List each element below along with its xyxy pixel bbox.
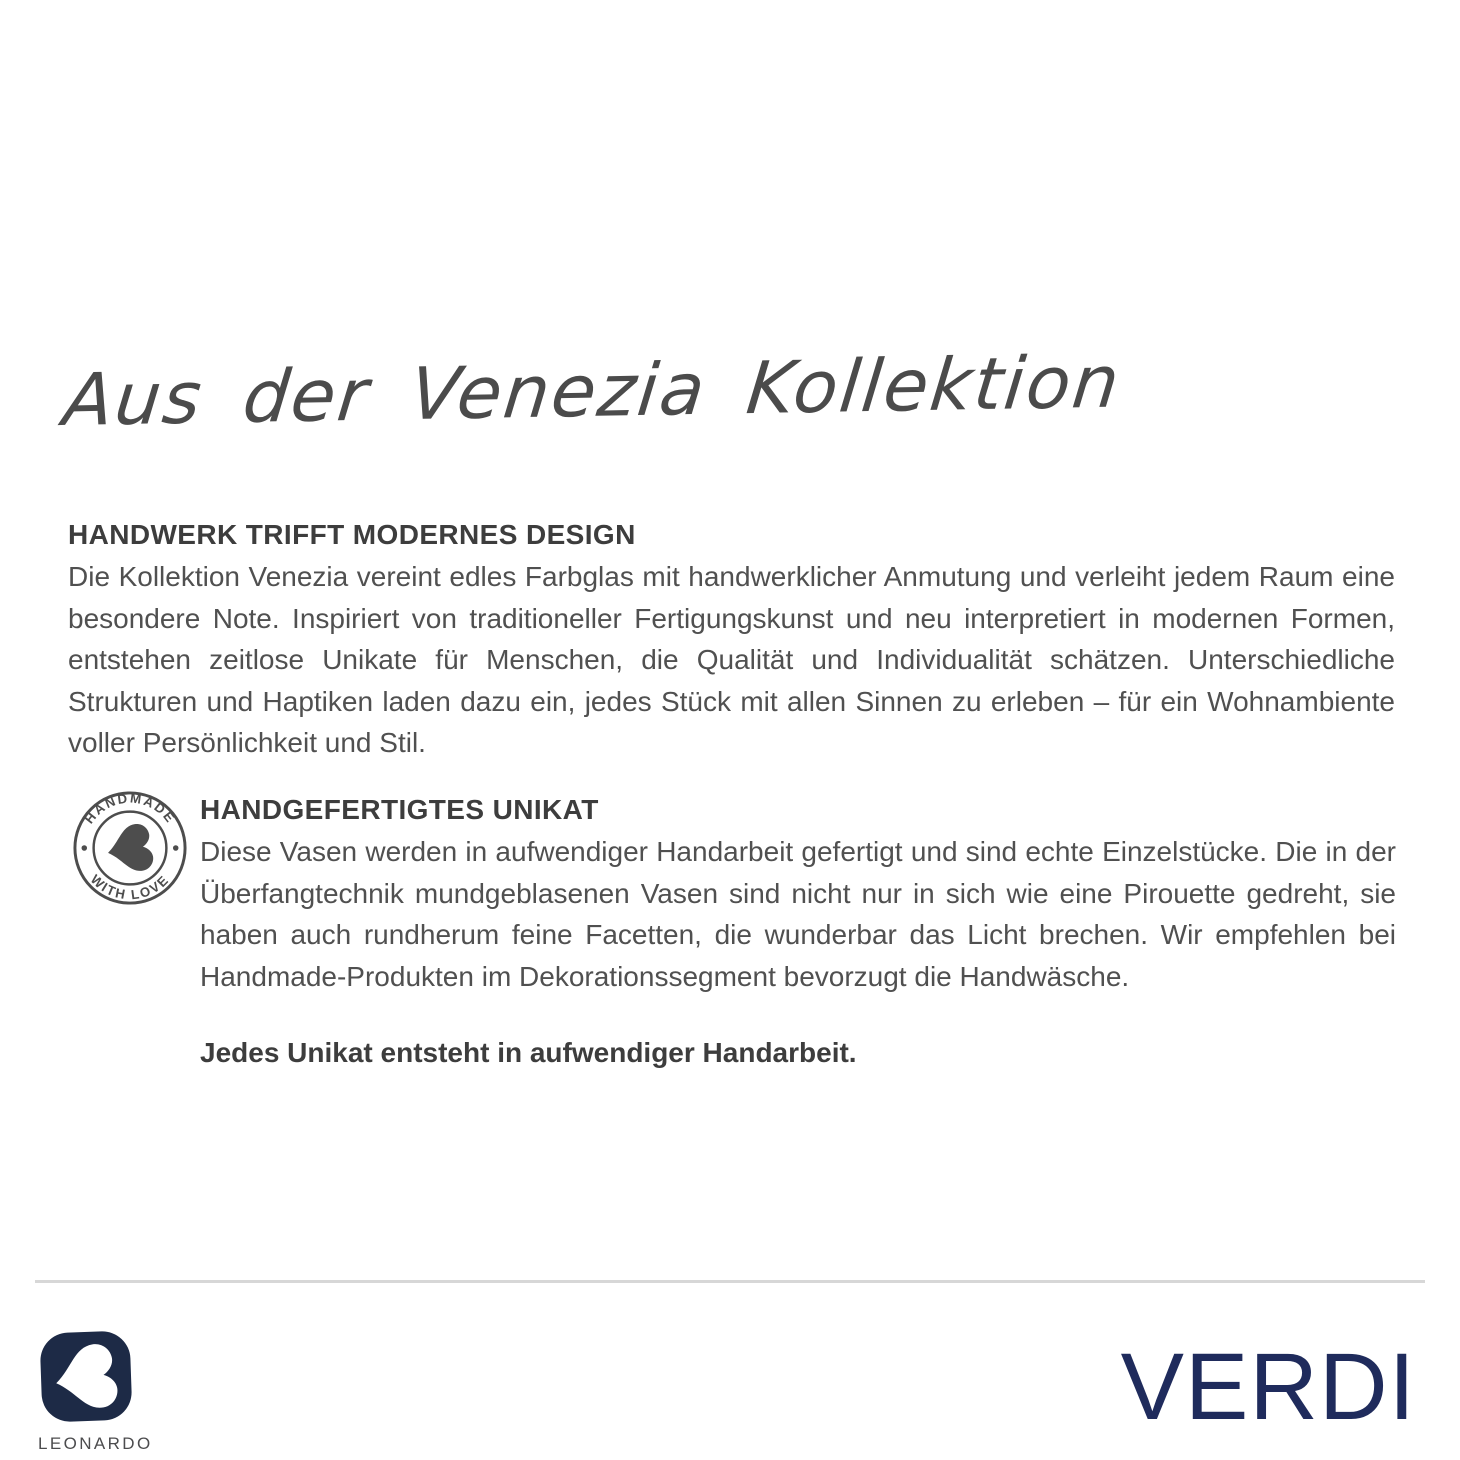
svg-text:HANDMADE <box>81 790 178 826</box>
collection-script-title: Aus der Venezia Kollektion <box>59 339 1125 442</box>
section1-heading: HANDWERK TRIFFT MODERNES DESIGN <box>68 519 636 550</box>
leonardo-logo <box>38 1327 134 1426</box>
product-name-wordmark: VERDI <box>1120 1334 1416 1440</box>
section1-body-text: Die Kollektion Venezia vereint edles Farbglas mit handwerklicher Anmutung und verleiht jedem Raum eine besondere Note. Inspiriert von traditioneller Fertigungskunst und neu interpretiert in modernen Formen, entstehen zeitlose Unikate für Menschen, die Qualität und Individualität schätzen. Unterschiedliche Strukturen und Haptiken laden dazu ein, jedes Stück mit allen Sinnen zu erleben – für ein Wohnambiente voller Persönlichkeit und Stil. <box>68 561 1395 758</box>
section2-emphasis-text: Jedes Unikat entsteht in aufwendiger Handarbeit. <box>200 1037 857 1068</box>
section2-body-text: Diese Vasen werden in aufwendiger Handarbeit gefertigt und sind echte Einzelstücke. Die in der Überfangtechnik mundgeblasenen Vasen sind nicht nur in sich wie eine Pirouette gedreht, sie haben auch rundherum feine Facetten, die wunderbar das Licht brechen. Wir empfehlen bei Handmade-Produkten im Dekorationssegment bevorzugt die Handwäsche. <box>200 836 1396 992</box>
handmade-badge-svg <box>71 789 189 907</box>
heart-cloud-icon <box>104 822 155 876</box>
brand-name-label: LEONARDO <box>38 1434 153 1453</box>
badge-bottom-text: WITH LOVE <box>87 871 173 903</box>
badge-top-text: HANDMADE <box>81 790 179 827</box>
footer-divider <box>35 1280 1425 1283</box>
leonardo-logo-svg <box>38 1327 134 1426</box>
badge-right-dot <box>173 845 179 851</box>
svg-text:WITH LOVE <box>88 872 173 903</box>
badge-left-dot <box>82 845 88 851</box>
section2-heading: HANDGEFERTIGTES UNIKAT <box>200 794 599 825</box>
handmade-with-love-badge <box>71 789 189 907</box>
